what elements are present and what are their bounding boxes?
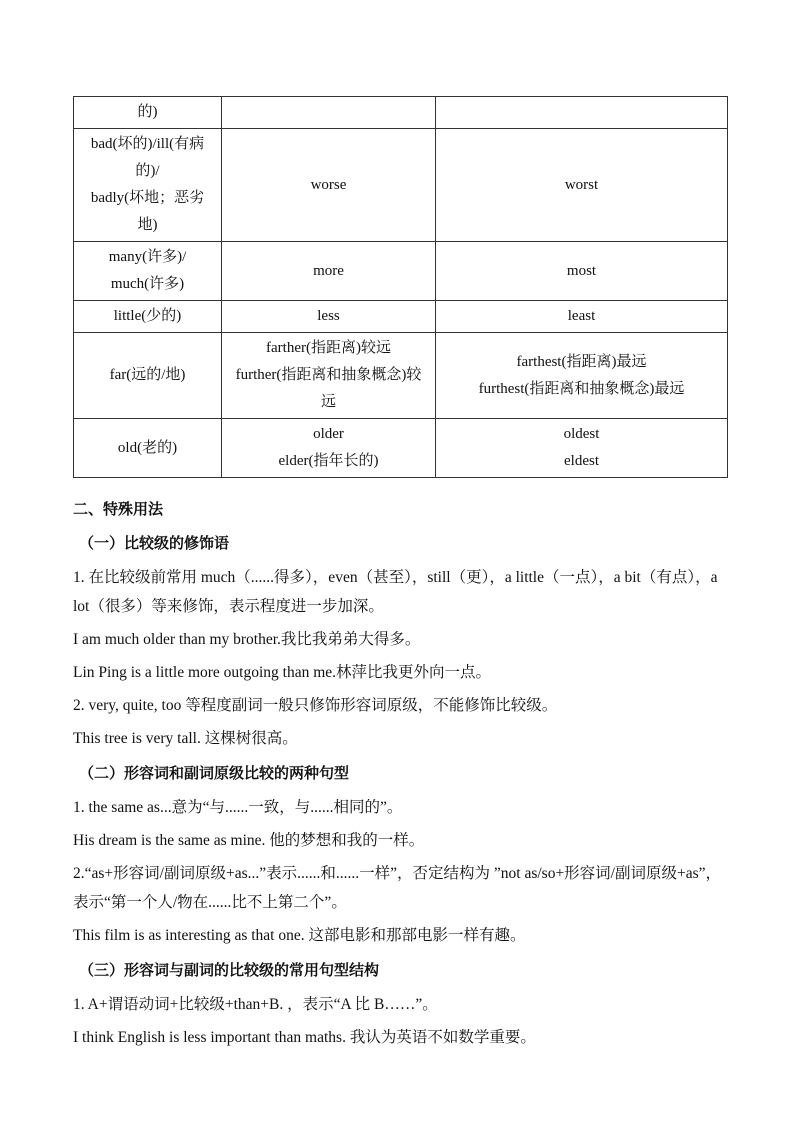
- table-cell-comparative: [222, 129, 436, 242]
- special-usage-section: [73, 495, 733, 1056]
- table-cell-line: eldest: [564, 453, 599, 469]
- table-cell-base: [74, 333, 222, 419]
- table-cell-line: many(许多)/: [108, 249, 187, 265]
- table-cell-line: 地): [137, 217, 158, 233]
- table-cell-comparative: [222, 419, 436, 478]
- table-row-old: [74, 419, 728, 478]
- table-row-partial: [74, 97, 728, 129]
- table-cell-line: far(远的/地): [109, 367, 186, 383]
- table-row-little: [74, 301, 728, 333]
- table-cell-base: [74, 129, 222, 242]
- table-cell-line: worst: [564, 176, 599, 193]
- paragraph-same-as: 1. the same as...意为“与......一致，与......相同的”。: [73, 799, 403, 816]
- table-cell-base: [74, 419, 222, 478]
- example-much-older: I am much older than my brother.我比我弟弟大得多。: [73, 631, 421, 648]
- table-cell-superlative: [436, 333, 728, 419]
- table-cell-base: [74, 97, 222, 129]
- section-heading: 二、特殊用法: [73, 500, 164, 518]
- table-cell-comparative: [222, 97, 436, 129]
- table-cell-superlative: [436, 419, 728, 478]
- example-lin-ping: Lin Ping is a little more outgoing than me.林萍比我更外向一点。: [73, 664, 492, 681]
- table-cell-line: more: [313, 262, 344, 279]
- paragraph-as-as: 2.“as+形容词/副词原级+as...”表示......和......一样”，否定结构为 ”not as/so+形容词/副词原级+as”，表示“第一个人/物在......比不上第二个”。: [73, 865, 722, 911]
- table-cell-superlative: [436, 242, 728, 301]
- table-cell-line: much(许多): [110, 276, 185, 292]
- example-tree-tall: This tree is very tall. 这棵树很高。: [73, 730, 298, 747]
- paragraph-a-than-b: 1. A+谓语动词+比较级+than+B. ，表示“A 比 B……”。: [73, 996, 438, 1013]
- table-cell-line: worse: [310, 176, 347, 193]
- paragraph-degree-adverbs: 2. very, quite, too 等程度副词一般只修饰形容词原级，不能修饰比较级。: [73, 697, 558, 714]
- table-cell-line: old(老的): [117, 439, 178, 456]
- table-cell-line: oldest: [563, 426, 600, 442]
- subheading-comparative-structures: （三）形容词与副词的比较级的常用句型结构: [79, 961, 380, 979]
- subheading-modifiers: （一）比较级的修饰语: [79, 534, 230, 552]
- comparison-table: [73, 96, 728, 478]
- table-row-far: [74, 333, 728, 419]
- table-cell-line: elder(指年长的): [278, 453, 379, 469]
- table-cell-line: 远: [320, 394, 336, 410]
- table-row-bad: [74, 129, 728, 242]
- table-row-many: [74, 242, 728, 301]
- table-cell-line: less: [317, 308, 340, 324]
- example-english-maths: I think English is less important than maths. 我认为英语不如数学重要。: [73, 1029, 536, 1046]
- table-cell-line: badly(坏地；恶劣: [90, 190, 205, 206]
- table-cell-line: furthest(指距离和抽象概念)最远: [478, 380, 685, 397]
- table-cell-line: farther(指距离)较远: [266, 340, 391, 356]
- table-cell-comparative: [222, 242, 436, 301]
- table-cell-line: older: [313, 426, 344, 442]
- table-cell-line: farthest(指距离)最远: [516, 353, 647, 370]
- comparison-table-wrapper: [73, 96, 727, 478]
- table-cell-superlative: [436, 301, 728, 333]
- table-cell-superlative: [436, 97, 728, 129]
- table-cell-comparative: [222, 301, 436, 333]
- table-cell-base: [74, 242, 222, 301]
- table-cell-line: further(指距离和抽象概念)较: [235, 367, 422, 383]
- table-cell-line: little(少的): [113, 308, 182, 324]
- subheading-positive-comparison: （二）形容词和副词原级比较的两种句型: [79, 764, 350, 782]
- table-cell-line: bad(坏的)/ill(有病: [90, 136, 205, 152]
- example-dream: His dream is the same as mine. 他的梦想和我的一样。: [73, 832, 425, 849]
- table-cell-line: 的): [137, 104, 158, 120]
- table-cell-comparative: [222, 333, 436, 419]
- table-cell-line: least: [567, 308, 596, 324]
- table-cell-line: 的)/: [135, 163, 160, 179]
- comparison-table-body: [74, 97, 728, 478]
- table-cell-base: [74, 301, 222, 333]
- paragraph-modifiers-rule: 1. 在比较级前常用 much（......得多），even（甚至），still（更），a little（一点），a bit（有点），a lot（很多）等来修饰，表示程度进一步加深。: [73, 569, 718, 615]
- example-film: This film is as interesting as that one. 这部电影和那部电影一样有趣。: [73, 927, 526, 944]
- table-cell-line: most: [566, 262, 597, 279]
- table-cell-superlative: [436, 129, 728, 242]
